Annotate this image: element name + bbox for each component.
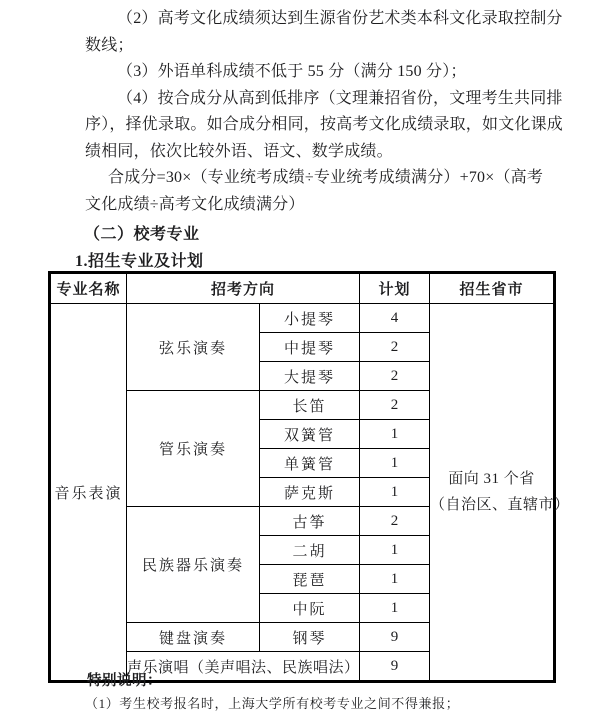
instrument-cell: 长笛 [260,391,360,420]
paragraph-line: 合成分=30×（专业统考成绩÷专业统考成绩满分）+70×（高考 [108,169,544,186]
plan-cell: 9 [360,652,430,682]
direction-group-cell: 管乐演奏 [127,391,260,507]
paragraph-line: （4）按合成分从高到低排序（文理兼招省份，文理考生共同排 [117,89,563,107]
paragraph-line: （2）高考文化成绩须达到生源省份艺术类本科文化录取控制分 [117,10,563,27]
provinces-line: 面向 31 个省 [448,471,535,487]
plan-cell: 1 [360,594,430,623]
instrument-cell: 大提琴 [260,362,360,391]
plan-cell: 2 [360,333,430,362]
instrument-cell: 单簧管 [260,449,360,478]
admission-plan-table [48,271,570,683]
instrument-cell: 古筝 [260,507,360,536]
plan-cell: 1 [360,536,430,565]
direction-group-cell: 键盘演奏 [127,623,260,652]
instrument-cell: 中阮 [260,594,360,623]
paragraph-line: 序），择优录取。如合成分相同，按高考文化成绩录取，如文化课成 [85,116,564,133]
direction-group-cell: 民族器乐演奏 [127,507,260,623]
plan-cell: 1 [360,449,430,478]
section-heading: （二）校考专业 [84,226,200,243]
provinces-line: （自治区、直辖市） [430,497,570,513]
table-row [50,304,555,333]
plan-cell: 2 [360,391,430,420]
header-plan: 计划 [360,273,430,304]
provinces-cell [430,304,570,682]
subsection-heading: 1.招生专业及计划 [75,253,204,270]
plan-cell: 1 [360,420,430,449]
instrument-cell: 双簧管 [260,420,360,449]
intro-paragraphs [85,6,564,218]
instrument-cell: 小提琴 [260,304,360,333]
plan-cell: 1 [360,565,430,594]
plan-cell: 4 [360,304,430,333]
paragraph-line: 数线； [85,36,134,54]
major-name-cell: 音乐表演 [50,304,127,682]
instrument-cell: 二胡 [260,536,360,565]
vocal-direction-cell: 声乐演唱（美声唱法、民族唱法） [127,652,360,682]
header-direction: 招考方向 [127,273,360,304]
paragraph-line: （3）外语单科成绩不低于 55 分（满分 150 分）； [117,63,467,80]
plan-cell: 9 [360,623,430,652]
paragraph-line: 绩相同，依次比较外语、语文、数学成绩。 [85,142,393,160]
plan-cell: 2 [360,362,430,391]
direction-group-cell: 弦乐演奏 [127,304,260,391]
note-line: （1）考生校考报名时，上海大学所有校考专业之间不得兼报； [85,696,460,711]
instrument-cell: 萨克斯 [260,478,360,507]
paragraph-line: 文化成绩÷高考文化成绩满分） [85,195,305,213]
plan-cell: 1 [360,478,430,507]
instrument-cell: 中提琴 [260,333,360,362]
table-header-row [50,273,555,304]
notes-heading: 特别说明： [87,673,162,689]
header-major: 专业名称 [50,273,127,304]
plan-cell: 2 [360,507,430,536]
instrument-cell: 钢琴 [260,623,360,652]
header-provinces: 招生省市 [430,273,555,304]
instrument-cell: 琵琶 [260,565,360,594]
